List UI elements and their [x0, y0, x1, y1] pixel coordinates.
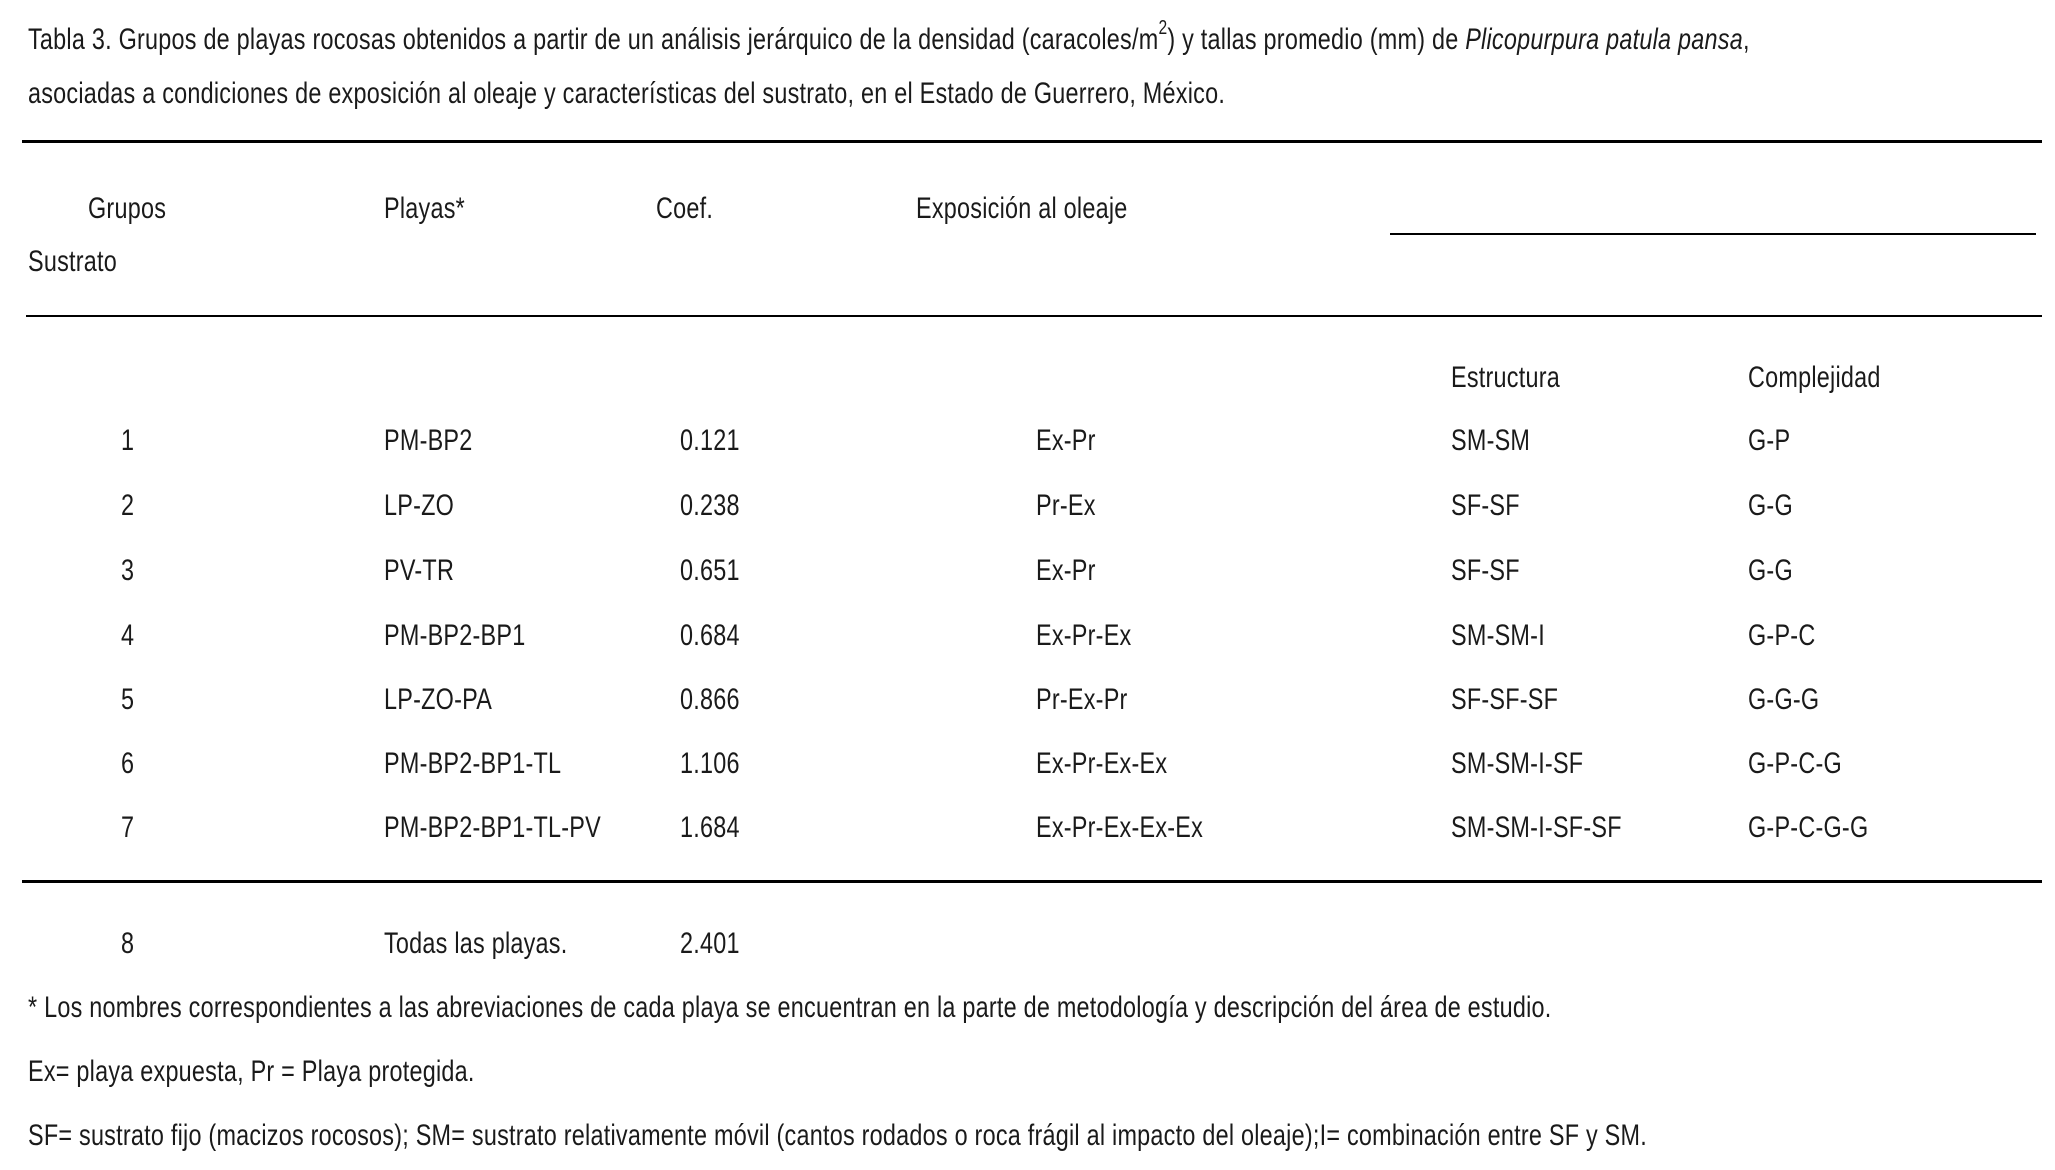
cell-estructura: SM-SM-I-SF: [1451, 747, 1584, 780]
cell-estructura: SF-SF: [1451, 489, 1520, 522]
cell-coef: 0.866: [680, 683, 740, 716]
footnote-substrate: SF= sustrato fijo (macizos rocosos); SM= sustrato relativamente móvil (cantos rodados o roca frágil al impacto del oleaje);I= combinación entre SF y SM.: [28, 1119, 1647, 1152]
footnote-abbreviations: * Los nombres correspondientes a las abreviaciones de cada playa se encuentran en la parte de metodología y descripción del área de estudio.: [28, 991, 1552, 1024]
cell-grupo: 1: [121, 424, 135, 457]
cell-exposicion: Ex-Pr-Ex-Ex-Ex: [1036, 811, 1204, 844]
cell-playas: PM-BP2-BP1-TL-PV: [384, 811, 601, 844]
cell-estructura: SM-SM-I-SF-SF: [1451, 811, 1622, 844]
cell-complejidad: G-G: [1748, 554, 1793, 587]
cell-grupo: 8: [121, 927, 135, 960]
sustrato-spanner-rule: [1390, 233, 2036, 235]
cell-exposicion: Ex-Pr-Ex-Ex: [1036, 747, 1168, 780]
cell-playas: Todas las playas.: [384, 927, 568, 960]
cell-grupo: 3: [121, 554, 135, 587]
cell-coef: 2.401: [680, 927, 740, 960]
cell-exposicion: Pr-Ex-Pr: [1036, 683, 1128, 716]
table-caption-line-1: Tabla 3. Grupos de playas rocosas obtenidos a partir de un análisis jerárquico de la densidad $(caracoles/m^2)$ y tallas promedio (mm) de Plicopurpura patula pansa,: [28, 17, 1750, 56]
cell-complejidad: G-P: [1748, 424, 1791, 457]
cell-estructura: SM-SM-I: [1451, 619, 1545, 652]
cell-coef: 0.121: [680, 424, 740, 457]
cell-exposicion: Ex-Pr-Ex: [1036, 619, 1132, 652]
cell-exposicion: Ex-Pr: [1036, 554, 1096, 587]
cell-grupo: 7: [121, 811, 135, 844]
cell-grupo: 6: [121, 747, 135, 780]
cell-coef: 1.684: [680, 811, 740, 844]
cell-complejidad: G-G: [1748, 489, 1793, 522]
cell-grupo: 4: [121, 619, 135, 652]
cell-coef: 0.651: [680, 554, 740, 587]
header-estructura: Estructura: [1451, 361, 1560, 394]
table-caption-line-2: asociadas a condiciones de exposición al oleaje y características del sustrato, en el Estado de Guerrero, México.: [28, 77, 1226, 110]
header-coef: Coef.: [656, 192, 714, 225]
cell-estructura: SM-SM: [1451, 424, 1531, 457]
footnote-exposure: Ex= playa expuesta, Pr = Playa protegida.: [28, 1055, 475, 1088]
cell-exposicion: Pr-Ex: [1036, 489, 1096, 522]
cell-playas: PM-BP2-BP1: [384, 619, 526, 652]
cell-coef: 0.238: [680, 489, 740, 522]
header-grupos: Grupos: [88, 192, 167, 225]
cell-estructura: SF-SF-SF: [1451, 683, 1559, 716]
header-sustrato: Sustrato: [28, 245, 118, 278]
header-exposicion: Exposición al oleaje: [916, 192, 1128, 225]
bottom-rule: [22, 880, 2042, 883]
cell-estructura: SF-SF: [1451, 554, 1520, 587]
cell-complejidad: G-P-C-G: [1748, 747, 1842, 780]
cell-grupo: 2: [121, 489, 135, 522]
cell-playas: PV-TR: [384, 554, 455, 587]
cell-coef: 1.106: [680, 747, 740, 780]
header-playas: Playas*: [384, 192, 465, 225]
species-name: Plicopurpura patula pansa: [1465, 23, 1743, 56]
cell-complejidad: G-P-C-G-G: [1748, 811, 1869, 844]
cell-playas: LP-ZO-PA: [384, 683, 493, 716]
cell-coef: 0.684: [680, 619, 740, 652]
cell-playas: PM-BP2: [384, 424, 473, 457]
cell-exposicion: Ex-Pr: [1036, 424, 1096, 457]
cell-grupo: 5: [121, 683, 135, 716]
header-rule: [26, 315, 2042, 317]
header-complejidad: Complejidad: [1748, 361, 1881, 394]
cell-complejidad: G-G-G: [1748, 683, 1820, 716]
top-rule: [22, 140, 2042, 143]
cell-complejidad: G-P-C: [1748, 619, 1816, 652]
cell-playas: LP-ZO: [384, 489, 455, 522]
cell-playas: PM-BP2-BP1-TL: [384, 747, 562, 780]
